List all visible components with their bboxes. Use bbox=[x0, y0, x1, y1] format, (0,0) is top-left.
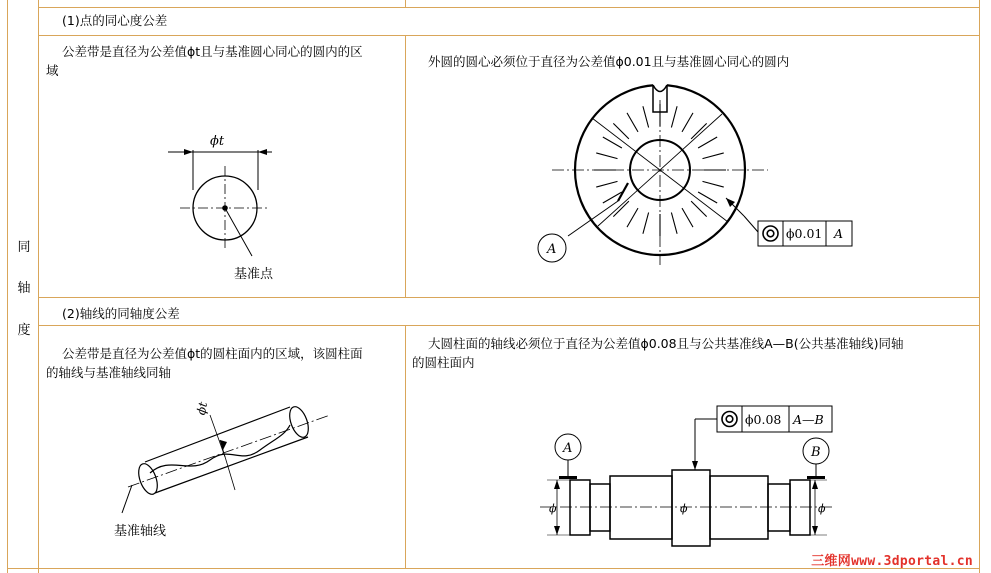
section2-title: (2)轴线的同轴度公差 bbox=[62, 306, 180, 321]
section2-left-desc bbox=[46, 344, 402, 382]
side-label-char: 轴 bbox=[17, 281, 31, 296]
table-row-line bbox=[38, 297, 980, 298]
desc-line: 域 bbox=[46, 63, 59, 78]
fig2-datum-label: A bbox=[547, 242, 557, 257]
radial-tick bbox=[703, 153, 724, 159]
section2-right-desc bbox=[412, 334, 978, 372]
fig4-dim-right: ϕ bbox=[818, 502, 826, 515]
fig4-dim-left: ϕ bbox=[549, 502, 557, 515]
fig3-datum-label: 基准轴线 bbox=[114, 524, 167, 539]
figure-axis-zone bbox=[110, 395, 350, 545]
section1-title: (1)点的同心度公差 bbox=[62, 13, 168, 28]
figure-stepped-shaft bbox=[535, 400, 845, 560]
table-row-line bbox=[38, 325, 980, 326]
fig4-tol-datum: A—B bbox=[793, 412, 824, 427]
desc-line: 的轴线与基准轴线同轴 bbox=[46, 365, 172, 380]
fig4-dim-mid: ϕ bbox=[680, 502, 688, 515]
desc-line: 大圆柱面的轴线必须位于直径为公差值ϕ0.08且与公共基准线A—B(公共基准轴线)同轴 bbox=[428, 336, 904, 351]
radial-tick bbox=[596, 181, 617, 187]
radial-tick bbox=[703, 181, 724, 187]
table-row-line bbox=[38, 35, 980, 36]
table-row-line bbox=[38, 7, 980, 8]
radial-tick bbox=[643, 106, 649, 127]
table-border-right bbox=[979, 0, 980, 573]
radial-tick bbox=[682, 113, 693, 132]
radial-tick bbox=[613, 201, 629, 217]
fig1-dim-label: ϕt bbox=[210, 134, 225, 149]
desc-line: 的圆柱面内 bbox=[412, 355, 475, 370]
fig4-tol-value: ϕ0.08 bbox=[745, 412, 782, 427]
fig1-datum-label: 基准点 bbox=[234, 267, 274, 282]
table-border-left bbox=[7, 0, 8, 573]
watermark: 三维网www.3dportal.cn bbox=[811, 554, 973, 569]
desc-line: 公差带是直径为公差值ϕt且与基准圆心同心的圆内的区 bbox=[62, 44, 363, 59]
radial-tick bbox=[698, 137, 717, 148]
fig2-tol-value: ϕ0.01 bbox=[786, 226, 823, 241]
desc-line: 公差带是直径为公差值ϕt的圆柱面内的区域，该圆柱面 bbox=[62, 346, 363, 361]
section1-left-desc bbox=[46, 42, 402, 80]
side-label-char: 度 bbox=[17, 323, 31, 338]
fig2-tol-datum: A bbox=[834, 226, 844, 241]
table-divider-mid2 bbox=[405, 326, 406, 569]
radial-tick bbox=[627, 208, 638, 227]
table-divider-mid1 bbox=[405, 36, 406, 298]
fig4-datum-a: A bbox=[563, 441, 573, 456]
radial-tick bbox=[596, 153, 617, 159]
fig4-datum-b: B bbox=[811, 445, 821, 460]
radial-tick bbox=[682, 208, 693, 227]
radial-tick bbox=[671, 106, 677, 127]
section1-right-desc: 外圆的圆心必须位于直径为公差值ϕ0.01且与基准圆心同心的圆内 bbox=[428, 54, 790, 69]
figure-concentric-part bbox=[530, 80, 860, 280]
side-label-char: 同 bbox=[17, 240, 31, 255]
radial-tick bbox=[691, 123, 707, 139]
table-divider-side bbox=[38, 0, 39, 573]
figure-point-zone bbox=[160, 128, 290, 288]
radial-tick bbox=[627, 113, 638, 132]
fig3-dim-label: ϕt bbox=[194, 400, 211, 417]
radial-tick bbox=[671, 213, 677, 234]
radial-tick bbox=[643, 213, 649, 234]
